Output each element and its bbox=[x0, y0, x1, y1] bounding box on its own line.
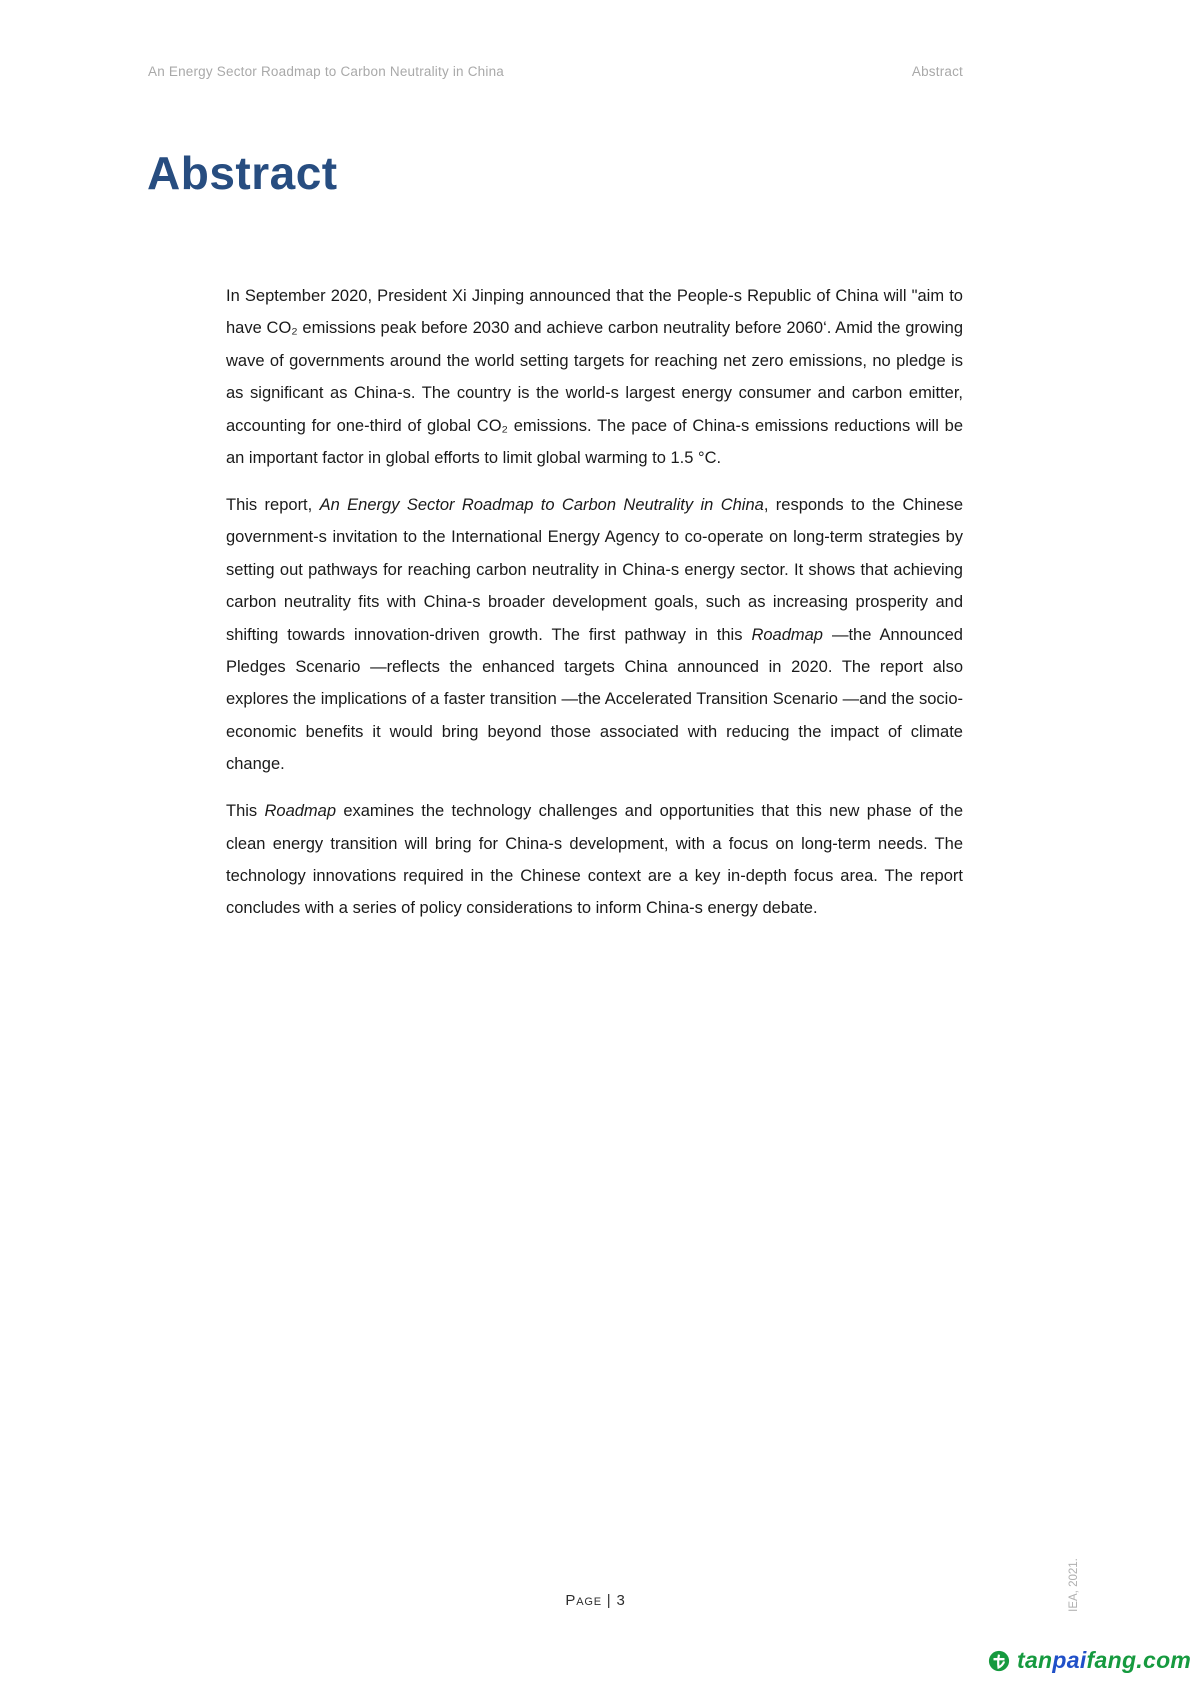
page-title: Abstract bbox=[147, 147, 338, 199]
text-segment: , responds to the Chinese government-s invitation to the International Energy Agency to co-operate on long-term strategies by setting out pathways for reaching carbon neutrality in China-s energy sector. It shows that achieving carbon neutrality fits with China-s broader development goals, such as increasing prosperity and shifting towards innovation-driven growth. The first pathway in this bbox=[226, 495, 963, 644]
tanpaifang-circle-icon bbox=[988, 1650, 1010, 1672]
tanpaifang-logo-text bbox=[1017, 1647, 1191, 1674]
abstract-body bbox=[226, 280, 963, 939]
text-segment: An Energy Sector Roadmap to Carbon Neutrality in China bbox=[319, 495, 764, 514]
text-segment: Roadmap bbox=[751, 625, 823, 644]
running-header bbox=[148, 64, 963, 79]
page-number: Page | 3 bbox=[565, 1592, 626, 1609]
abstract-paragraph-2 bbox=[226, 489, 963, 781]
text-segment: This bbox=[226, 802, 265, 821]
text-segment: fang.com bbox=[1086, 1647, 1191, 1673]
copyright-side-note: IEA, 2021. bbox=[1068, 1558, 1080, 1612]
header-document-title: An Energy Sector Roadmap to Carbon Neutrality in China bbox=[148, 64, 504, 79]
abstract-paragraph-1 bbox=[226, 280, 963, 474]
text-segment: Roadmap bbox=[264, 802, 337, 821]
abstract-paragraph-3 bbox=[226, 795, 963, 925]
text-segment: —the Announced Pledges Scenario —reflects the enhanced targets China announced in 2020. The report also explores the implications of a faster transition —the Accelerated Transition Scenario —and the socio-economic benefits it would bring beyond those associated with reducing the impact of climate change. bbox=[226, 625, 963, 774]
text-segment: This report, bbox=[226, 495, 320, 514]
text-segment: examines the technology challenges and opportunities that this new phase of the clean energy transition will bring for China-s development, with a focus on long-term needs. The technology innovations required in the Chinese context are a key in-depth focus area. The report concludes with a series of policy considerations to inform China-s energy debate. bbox=[226, 802, 963, 918]
header-section-label: Abstract bbox=[911, 64, 963, 79]
text-segment: In September 2020, President Xi Jinping announced that the People-s Republic of China will "aim to have CO₂ emissions peak before 2030 and achieve carbon neutrality before 2060‘. Amid the growing wave of governments around the world setting targets for reaching net zero emissions, no pledge is as significant as China-s. The country is the world-s largest energy consumer and carbon emitter, accounting for one-third of global CO₂ emissions. The pace of China-s emissions reductions will be an important factor in global efforts to limit global warming to 1.5 °C. bbox=[226, 287, 963, 468]
tanpaifang-watermark-link[interactable] bbox=[988, 1647, 1191, 1674]
text-segment: pai bbox=[1052, 1647, 1087, 1673]
text-segment: tan bbox=[1017, 1647, 1053, 1673]
